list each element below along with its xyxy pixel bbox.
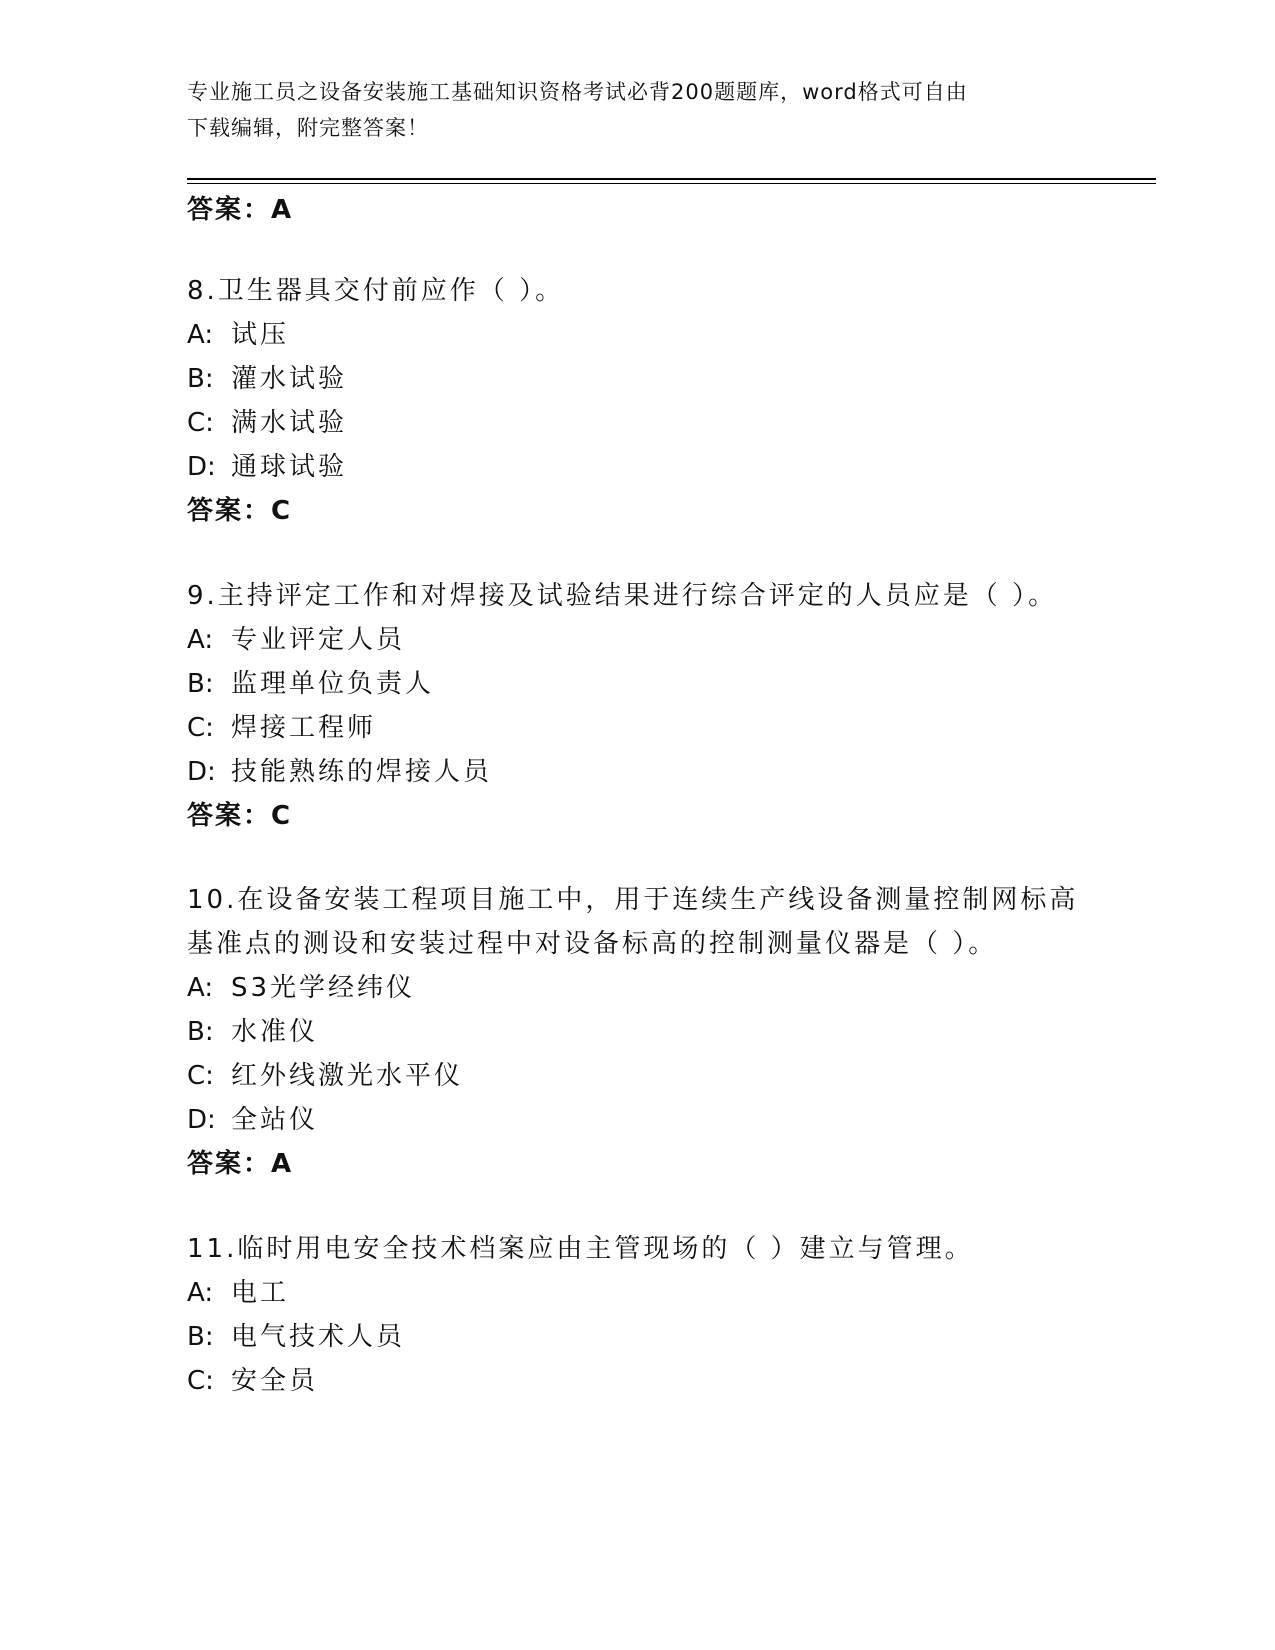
header-line-1: 专业施工员之设备安装施工基础知识资格考试必背200题题库，word格式可自由	[187, 80, 968, 104]
option-label: C:	[187, 1061, 214, 1091]
question-11-stem: 11.临时用电安全技术档案应由主管现场的（ ）建立与管理。	[187, 1234, 974, 1264]
option-text: 电气技术人员	[231, 1322, 406, 1352]
option-text: 通球试验	[231, 452, 348, 482]
question-10-answer: 答案：A	[187, 1149, 294, 1179]
option-text: 监理单位负责人	[231, 669, 435, 699]
question-11-option-a	[187, 1277, 289, 1309]
question-8-option-c	[187, 407, 347, 439]
option-text: 试压	[231, 320, 290, 350]
question-9-option-b	[187, 668, 434, 700]
header-line-2: 下载编辑，附完整答案！	[187, 116, 429, 140]
question-9-option-a	[187, 624, 405, 656]
question-9-option-c	[187, 712, 376, 744]
option-label: C:	[187, 713, 214, 743]
option-label: D:	[187, 1105, 216, 1135]
question-8-option-b	[187, 363, 347, 395]
document-header	[187, 74, 1067, 146]
option-label: C:	[187, 408, 214, 438]
header-divider-thick	[187, 178, 1156, 180]
question-10-option-c	[187, 1060, 463, 1092]
option-label: A:	[187, 1278, 214, 1308]
question-9-stem: 9.主持评定工作和对焊接及试验结果进行综合评定的人员应是（ ）。	[187, 581, 1058, 611]
question-9-answer: 答案：C	[187, 801, 293, 831]
question-9-option-d	[187, 756, 492, 788]
question-10-stem-line-1: 10.在设备安装工程项目施工中，用于连续生产线设备测量控制网标高	[187, 885, 1079, 915]
option-label: D:	[187, 757, 216, 787]
option-label: D:	[187, 452, 216, 482]
option-text: 全站仪	[231, 1105, 319, 1135]
option-label: B:	[187, 1322, 214, 1352]
option-text: 电工	[231, 1278, 290, 1308]
header-divider-thin	[187, 183, 1156, 184]
question-8-option-d	[187, 451, 347, 483]
question-8-stem: 8.卫生器具交付前应作（ ）。	[187, 276, 565, 306]
option-text: 技能熟练的焊接人员	[231, 757, 493, 787]
option-label: A:	[187, 973, 214, 1003]
question-10-stem-line-2: 基准点的测设和安装过程中对设备标高的控制测量仪器是（ ）。	[187, 929, 998, 959]
question-11-option-c	[187, 1365, 318, 1397]
option-label: B:	[187, 669, 214, 699]
option-text: 满水试验	[231, 408, 348, 438]
option-text: 安全员	[231, 1366, 319, 1396]
option-label: B:	[187, 364, 214, 394]
option-label: A:	[187, 320, 214, 350]
option-text: 专业评定人员	[231, 625, 406, 655]
option-label: B:	[187, 1017, 214, 1047]
option-text: S3光学经纬仪	[231, 973, 416, 1003]
question-10-option-a	[187, 972, 415, 1004]
question-10-option-d	[187, 1104, 318, 1136]
option-text: 灌水试验	[231, 364, 348, 394]
previous-answer: 答案：A	[187, 195, 294, 225]
question-8-option-a	[187, 319, 289, 351]
option-text: 水准仪	[231, 1017, 319, 1047]
option-text: 红外线激光水平仪	[231, 1061, 464, 1091]
question-11-option-b	[187, 1321, 405, 1353]
question-10-option-b	[187, 1016, 318, 1048]
option-text: 焊接工程师	[231, 713, 377, 743]
option-label: C:	[187, 1366, 214, 1396]
option-label: A:	[187, 625, 214, 655]
question-8-answer: 答案：C	[187, 496, 293, 526]
